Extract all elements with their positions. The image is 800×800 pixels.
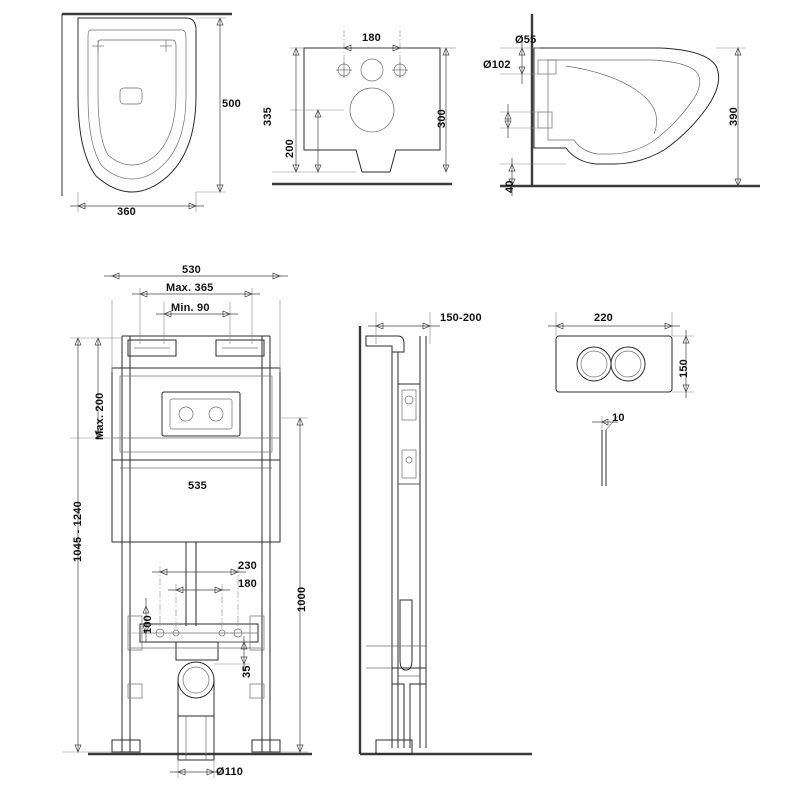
dim-depth-150-200: 150-200 (440, 312, 482, 324)
view-frame-front (62, 273, 312, 778)
view-pan-side (500, 14, 760, 196)
dim-outlet-dia-55: Ø55 (515, 34, 537, 46)
dim-plate-thickness-10: 10 (612, 412, 625, 424)
view-pan-top (62, 14, 232, 212)
dim-180: 180 (238, 578, 257, 590)
dim-plate-width-220: 220 (594, 312, 613, 324)
dim-front-height-300: 300 (436, 109, 448, 128)
dim-pan-width: 360 (117, 206, 136, 218)
dim-bolt-spacing-180: 180 (362, 32, 381, 44)
dim-frame-width-530: 530 (182, 264, 201, 276)
view-flush-plate (548, 312, 694, 486)
dim-max-365: Max. 365 (166, 282, 214, 294)
dim-waste-dia-110: Ø110 (216, 766, 244, 778)
dim-front-height-335: 335 (262, 107, 274, 126)
dim-max-200: Max. 200 (94, 392, 106, 440)
dim-height-range: 1045 - 1240 (72, 501, 84, 562)
dim-min-90: Min. 90 (171, 302, 210, 314)
dim-230: 230 (238, 560, 257, 572)
dim-plate-height-150: 150 (678, 359, 690, 378)
view-pan-front (272, 30, 456, 184)
dim-inlet-dia-102: Ø102 (483, 59, 511, 71)
dim-100: 100 (142, 615, 154, 634)
dim-35: 35 (241, 665, 253, 678)
dim-height-1000: 1000 (296, 586, 308, 612)
dim-pan-height-390: 390 (728, 107, 740, 126)
dim-front-height-200: 200 (284, 139, 296, 158)
dim-cistern-width-535: 535 (188, 480, 207, 492)
view-frame-side (360, 312, 532, 754)
dim-pan-length: 500 (222, 98, 241, 110)
dim-floor-offset-40: 40 (504, 180, 516, 193)
